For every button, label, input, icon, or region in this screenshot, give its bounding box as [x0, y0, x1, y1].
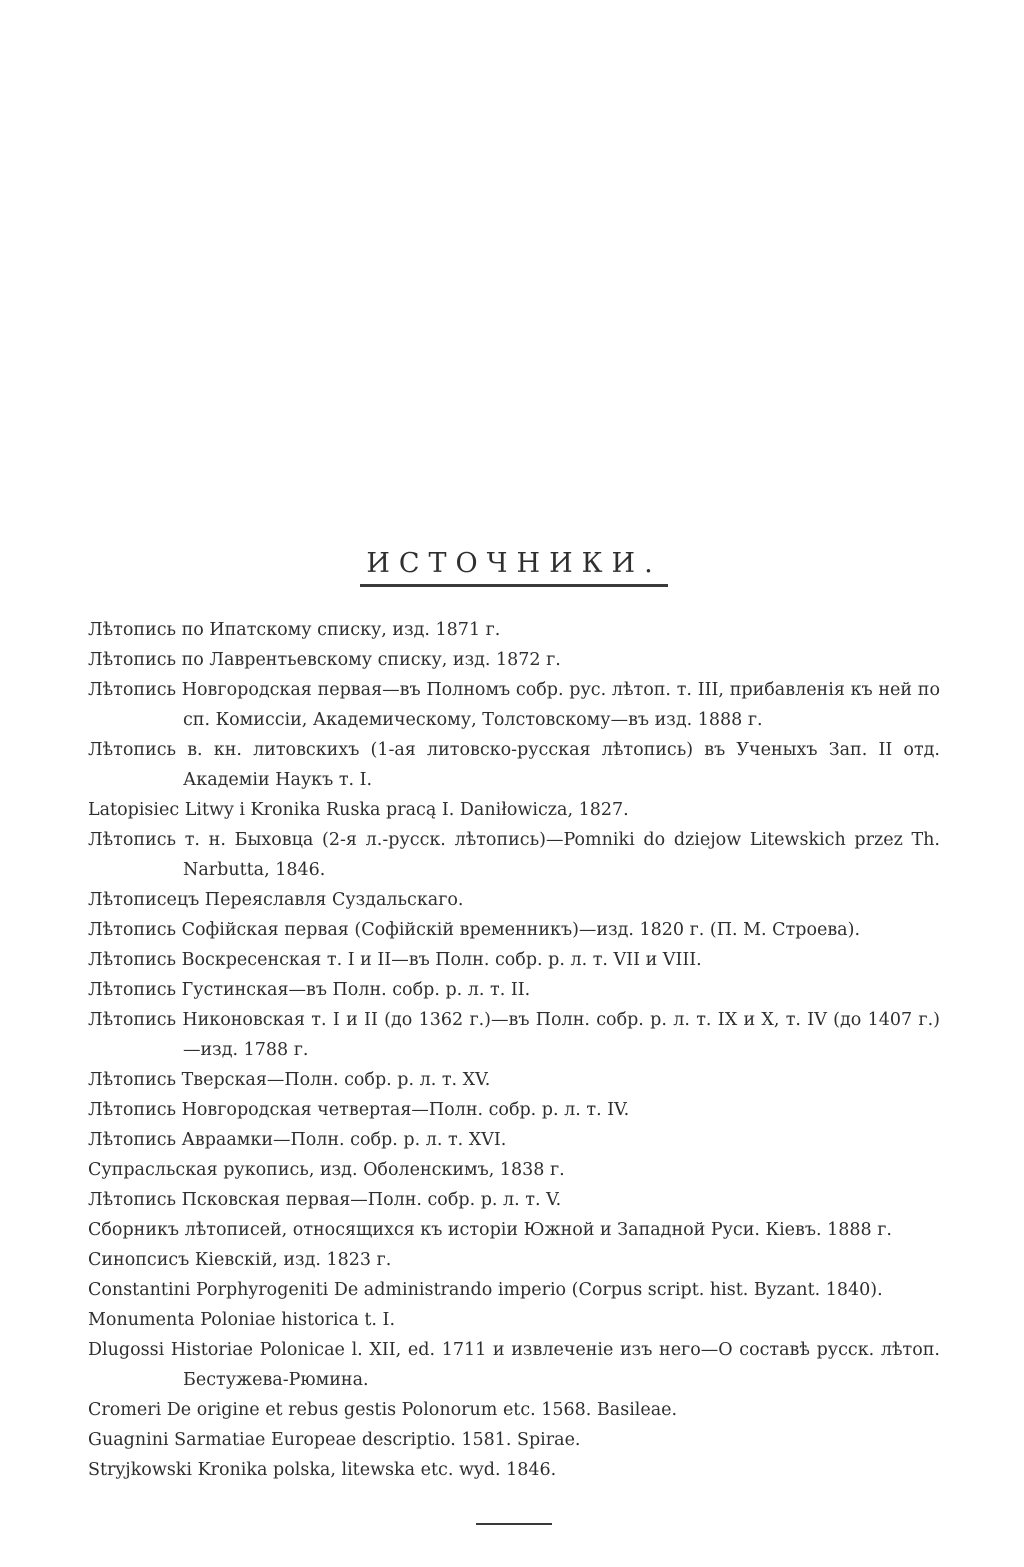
bibliography-entry: Constantini Porphyrogeniti De administrando imperio (Corpus script. hist. Byzant. 1840). — [88, 1280, 883, 1300]
bibliography-entry: Лѣтописецъ Переяславля Суздальскаго. — [88, 890, 464, 910]
bibliography-entry: Лѣтопись по Лаврентьевскому списку, изд. 1872 г. — [88, 650, 561, 670]
bibliography-entry: Cromeri De origine et rebus gestis Polonorum etc. 1568. Basileae. — [88, 1400, 678, 1420]
bibliography-entry: Лѣтопись Густинская—въ Полн. собр. р. л. т. II. — [88, 980, 531, 1000]
bibliography-entry: Monumenta Poloniae historica t. I. — [88, 1310, 396, 1330]
bibliography-entry: Лѣтопись в. кн. литовскихъ (1-ая литовско-русская лѣтопись) въ Ученыхъ Зап. II отд. Академіи Наукъ т. I. — [88, 740, 940, 790]
bibliography-list — [88, 615, 940, 1485]
bibliography-entry: Лѣтопись т. н. Быховца (2-я л.-русск. лѣтопись)—Pomniki do dziejow Litewskich przez Th. Narbutta, 1846. — [88, 830, 940, 880]
bibliography-entry: Latopisiec Litwy i Kronika Ruska pracą I. Daniłowicza, 1827. — [88, 800, 629, 820]
bibliography-entry: Dlugossi Historiae Polonicae l. XII, ed. 1711 и извлеченіе изъ него—О составѣ русск. лѣтоп. Бестужева-Рюмина. — [88, 1340, 940, 1390]
bibliography-entry: Лѣтопись Софійская первая (Софійскій временникъ)—изд. 1820 г. (П. М. Строева). — [88, 920, 861, 940]
page-title: ИСТОЧНИКИ. — [360, 548, 667, 587]
bibliography-entry: Синопсисъ Кіевскій, изд. 1823 г. — [88, 1250, 392, 1270]
page-title-wrap — [88, 548, 940, 587]
bibliography-entry: Лѣтопись Тверская—Полн. собр. р. л. т. XV. — [88, 1070, 491, 1090]
bibliography-entry: Лѣтопись Воскресенская т. I и II—въ Полн. собр. р. л. т. VII и VIII. — [88, 950, 702, 970]
bibliography-entry: Лѣтопись Авраамки—Полн. собр. р. л. т. XVI. — [88, 1130, 507, 1150]
bibliography-entry: Лѣтопись Новгородская первая—въ Полномъ собр. рус. лѣтоп. т. III, прибавленія къ ней по сп. Комиссіи, Академическому, Толстовскому—въ изд. 1888 г. — [88, 680, 940, 730]
bibliography-entry: Лѣтопись Псковская первая—Полн. собр. р. л. т. V. — [88, 1190, 562, 1210]
bibliography-entry: Лѣтопись Никоновская т. I и II (до 1362 г.)—въ Полн. собр. р. л. т. IX и X, т. IV (до 1407 г.)—изд. 1788 г. — [88, 1010, 940, 1060]
bibliography-entry: Сборникъ лѣтописей, относящихся къ исторіи Южной и Западной Руси. Кіевъ. 1888 г. — [88, 1220, 892, 1240]
bibliography-entry: Stryjkowski Kronika polska, litewska etc. wyd. 1846. — [88, 1460, 557, 1480]
bibliography-entry: Guagnini Sarmatiae Europeae descriptio. 1581. Spirae. — [88, 1430, 581, 1450]
bibliography-entry: Лѣтопись Новгородская четвертая—Полн. собр. р. л. т. IV. — [88, 1100, 630, 1120]
bibliography-entry: Лѣтопись по Ипатскому списку, изд. 1871 г. — [88, 620, 501, 640]
bibliography-entry: Супрасльская рукопись, изд. Оболенскимъ, 1838 г. — [88, 1160, 565, 1180]
end-rule — [476, 1523, 552, 1525]
